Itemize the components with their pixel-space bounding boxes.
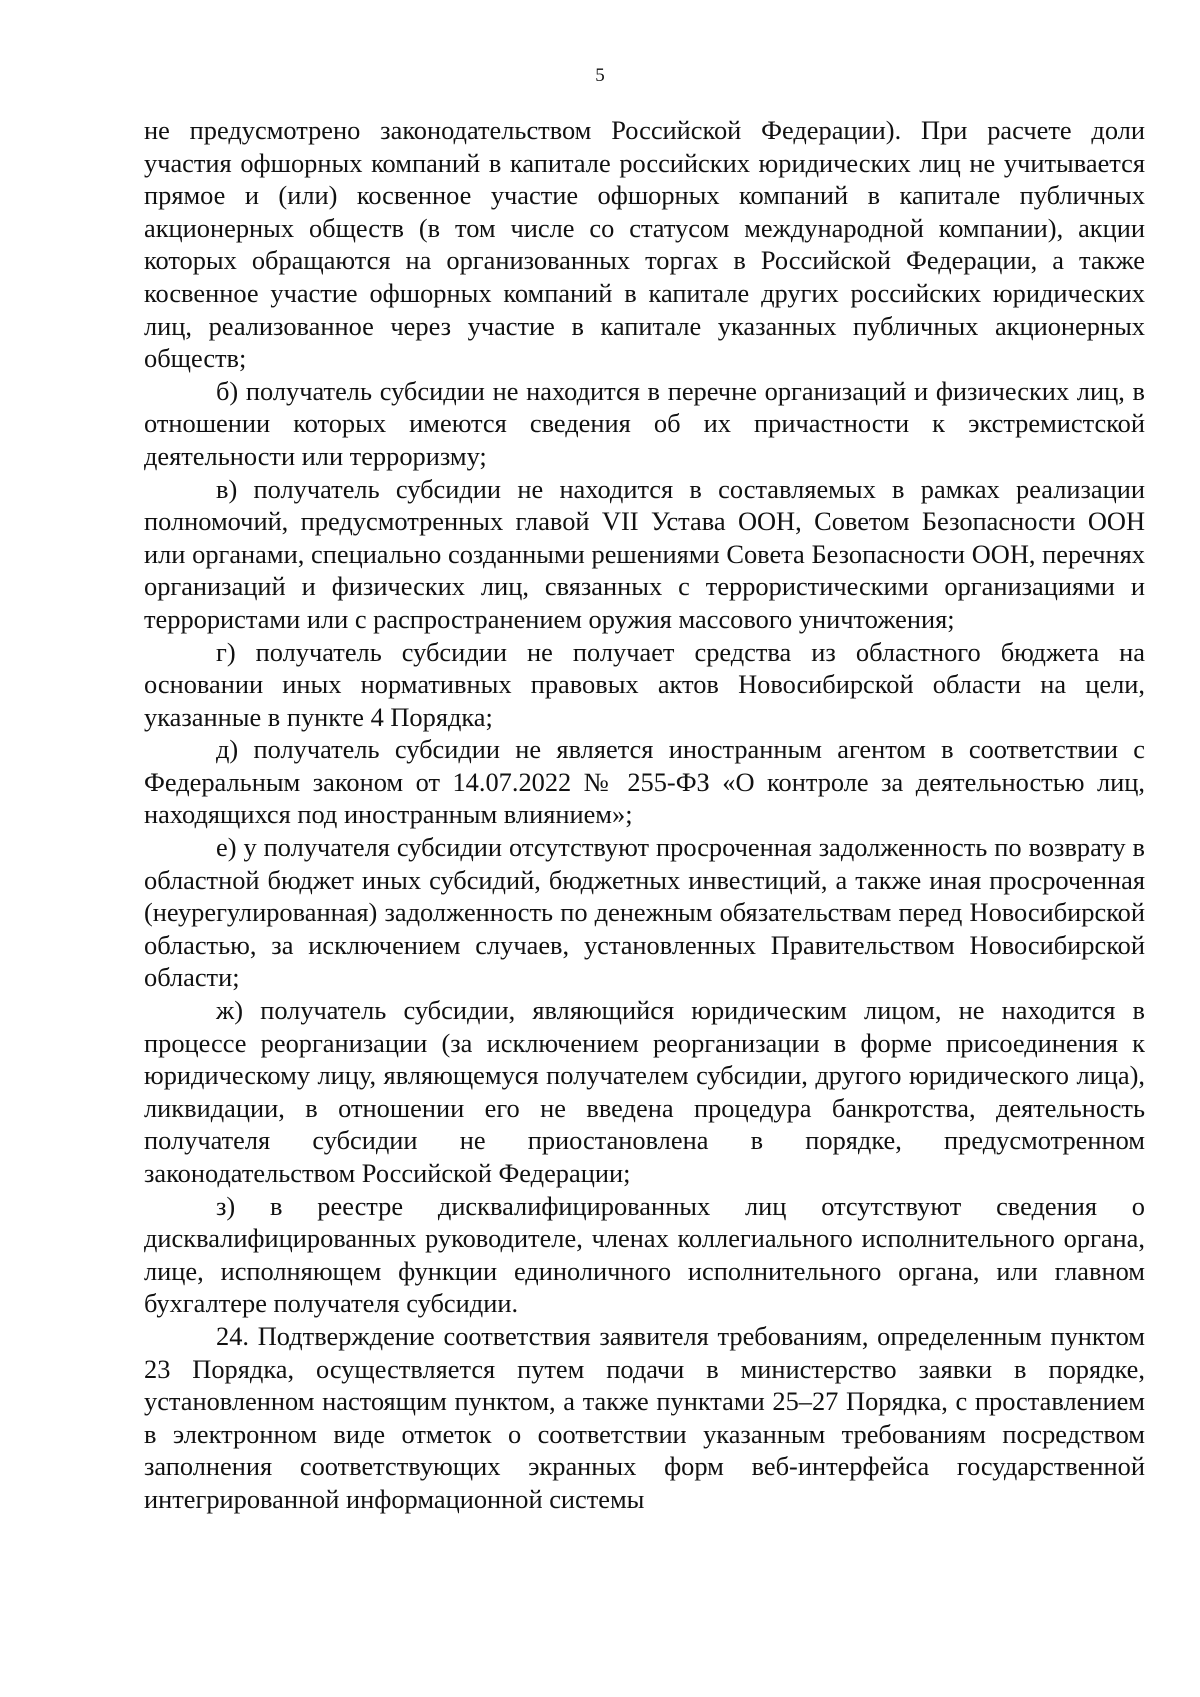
paragraph-continuation: не предусмотрено законодательством Российской Федерации). При расчете доли участия офшорных компаний в капитале российских юридических лиц не учитывается прямое и (или) косвенное участие офшорных компаний в капитале публичных акционерных обществ (в том числе со статусом международной компании), акции которых обращаются на организованных торгах в Российской Федерации, а также косвенное участие офшорных компаний в капитале других российских юридических лиц, реализованное через участие в капитале указанных публичных акционерных обществ; xyxy=(144,115,1145,374)
document-body xyxy=(144,114,1145,1516)
paragraph-point-24: 24. Подтверждение соответствия заявителя требованиям, определенным пунктом 23 Порядка, осуществляется путем подачи в министерство заявки в порядке, установленном настоящим пунктом, а также пунктами 25–27 Порядка, с проставлением в электронном виде отметок о соответствии указанным требованиям посредством заполнения соответствующих экранных форм веб-интерфейса государственной интегрированной информационной системы xyxy=(144,1320,1145,1514)
paragraph-item-v: в) получатель субсидии не находится в составляемых в рамках реализации полномочий, предусмотренных главой VII Устава ООН, Советом Безопасности ООН или органами, специально созданными решениями Совета Безопасности ООН, перечнях организаций и физических лиц, связанных с террористическими организациями и террористами или с распространением оружия массового уничтожения; xyxy=(144,473,1145,634)
paragraph-item-z: з) в реестре дисквалифицированных лиц отсутствуют сведения о дисквалифицированных руководителе, членах коллегиального исполнительного органа, лице, исполняющем функции единоличного исполнительного органа, или главном бухгалтере получателя субсидии. xyxy=(144,1190,1145,1319)
paragraph-item-zh: ж) получатель субсидии, являющийся юридическим лицом, не находится в процессе реорганизации (за исключением реорганизации в форме присоединения к юридическому лицу, являющемуся получателем субсидии, другого юридического лица), ликвидации, в отношении его не введена процедура банкротства, деятельность получателя субсидии не приостановлена в порядке, предусмотренном законодательством Российской Федерации; xyxy=(144,995,1145,1188)
paragraph-item-g: г) получатель субсидии не получает средства из областного бюджета на основании иных нормативных правовых актов Новосибирской области на цели, указанные в пункте 4 Порядка; xyxy=(144,636,1145,732)
paragraph-item-e: е) у получателя субсидии отсутствуют просроченная задолженность по возврату в областной бюджет иных субсидий, бюджетных инвестиций, а также иная просроченная (неурегулированная) задолженность по денежным обязательствам перед Новосибирской областью, за исключением случаев, установленных Правительством Новосибирской области; xyxy=(144,832,1145,993)
paragraph-item-b: б) получатель субсидии не находится в перечне организаций и физических лиц, в отношении которых имеются сведения об их причастности к экстремистской деятельности или терроризму; xyxy=(144,375,1145,471)
paragraph-item-d: д) получатель субсидии не является иностранным агентом в соответствии с Федеральным законом от 14.07.2022 № 255-ФЗ «О контроле за деятельностью лиц, находящихся под иностранным влиянием»; xyxy=(144,734,1145,830)
page-number: 5 xyxy=(595,65,605,86)
